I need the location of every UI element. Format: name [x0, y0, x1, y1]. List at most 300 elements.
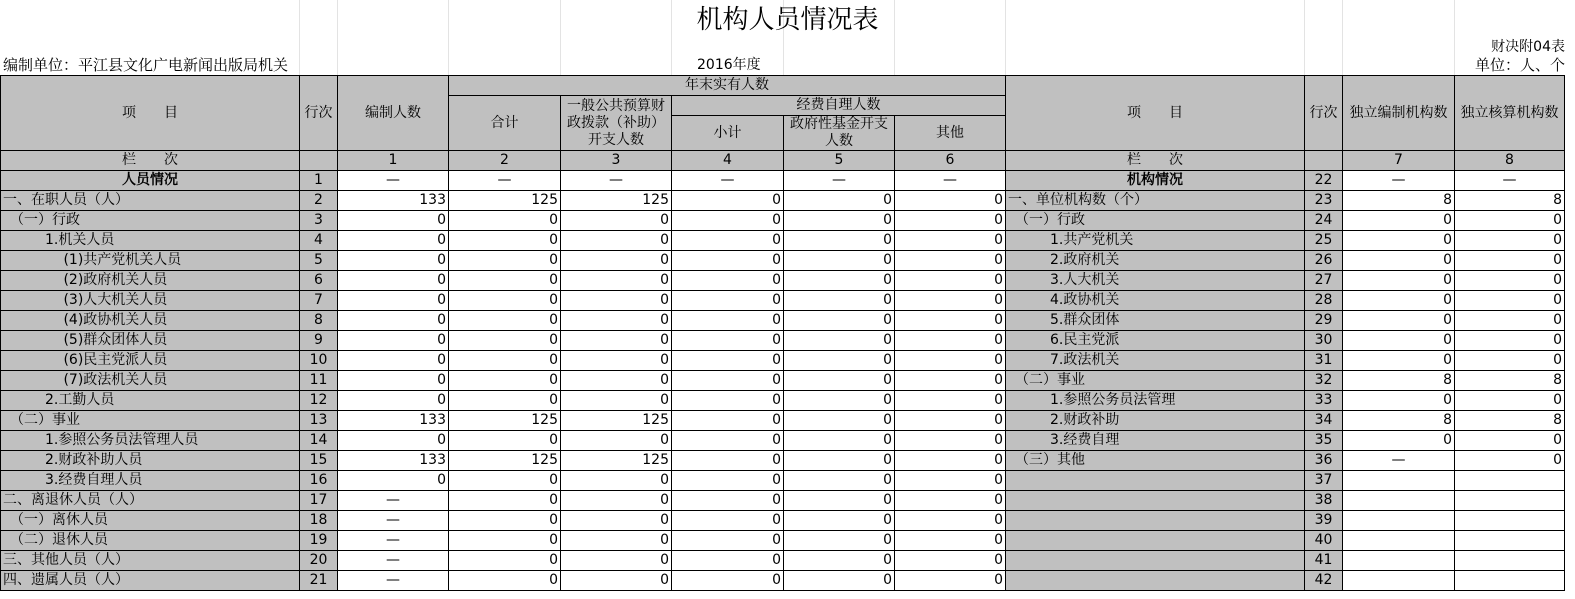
value-cell — [1455, 511, 1565, 531]
value-cell: 0 — [672, 231, 784, 251]
left-item-label: （一）离休人员 — [1, 511, 300, 531]
col-number: 1 — [338, 151, 449, 171]
value-cell: 0 — [1455, 311, 1565, 331]
value-cell: — — [338, 511, 449, 531]
value-cell: — — [1343, 451, 1455, 471]
table-row — [1, 231, 1565, 251]
right-row-number: 29 — [1305, 311, 1343, 331]
value-cell: 0 — [561, 511, 672, 531]
value-cell: 0 — [561, 431, 672, 451]
right-row-number: 24 — [1305, 211, 1343, 231]
value-cell: 0 — [561, 491, 672, 511]
value-cell — [1455, 471, 1565, 491]
value-cell: 0 — [895, 531, 1006, 551]
value-cell: 0 — [784, 471, 895, 491]
table-row — [1, 551, 1565, 571]
value-cell: 0 — [895, 391, 1006, 411]
value-cell: 0 — [784, 371, 895, 391]
value-cell: 0 — [449, 371, 561, 391]
table-row — [1, 571, 1565, 591]
value-cell: 0 — [672, 491, 784, 511]
value-cell: 0 — [784, 411, 895, 431]
value-cell: 0 — [672, 571, 784, 591]
right-item-label: 1.共产党机关 — [1006, 231, 1305, 251]
value-cell: 0 — [561, 391, 672, 411]
right-item-label: 1.参照公务员法管理 — [1006, 391, 1305, 411]
right-item-label: （三）其他 — [1006, 451, 1305, 471]
left-row-number: 20 — [300, 551, 338, 571]
value-cell: 125 — [561, 411, 672, 431]
left-item-label: (2)政府机关人员 — [1, 271, 300, 291]
value-cell: 0 — [784, 511, 895, 531]
col-number: 2 — [449, 151, 561, 171]
value-cell: 0 — [338, 371, 449, 391]
value-cell: 0 — [895, 231, 1006, 251]
header-r-row-no: 行次 — [1305, 76, 1343, 151]
table-row — [1, 491, 1565, 511]
value-cell: 0 — [895, 471, 1006, 491]
value-cell — [1343, 531, 1455, 551]
right-row-number: 35 — [1305, 431, 1343, 451]
left-row-number: 4 — [300, 231, 338, 251]
header-indep-staff: 独立编制机构数 — [1343, 76, 1455, 151]
right-row-number: 41 — [1305, 551, 1343, 571]
right-row-number: 33 — [1305, 391, 1343, 411]
left-item-label: 四、遗属人员（人） — [1, 571, 300, 591]
right-row-number: 42 — [1305, 571, 1343, 591]
value-cell: 0 — [672, 531, 784, 551]
value-cell: — — [338, 551, 449, 571]
table-row — [1, 371, 1565, 391]
right-row-number: 38 — [1305, 491, 1343, 511]
value-cell: 0 — [449, 511, 561, 531]
r-col-number: 8 — [1455, 151, 1565, 171]
value-cell: 0 — [895, 431, 1006, 451]
value-cell: 0 — [561, 311, 672, 331]
value-cell: 0 — [449, 551, 561, 571]
value-cell: 0 — [561, 351, 672, 371]
left-row-number: 13 — [300, 411, 338, 431]
right-row-number: 37 — [1305, 471, 1343, 491]
value-cell: 0 — [1455, 351, 1565, 371]
table-row — [1, 171, 1565, 191]
right-item-label: （一）行政 — [1006, 211, 1305, 231]
value-cell: 0 — [784, 331, 895, 351]
left-item-label: （二）退休人员 — [1, 531, 300, 551]
value-cell: 0 — [338, 351, 449, 371]
right-item-label — [1006, 531, 1305, 551]
right-item-label: 4.政协机关 — [1006, 291, 1305, 311]
value-cell: 0 — [561, 291, 672, 311]
value-cell: — — [449, 171, 561, 191]
value-cell: 0 — [672, 351, 784, 371]
left-row-number: 2 — [300, 191, 338, 211]
value-cell: 0 — [672, 271, 784, 291]
value-cell: 0 — [672, 211, 784, 231]
left-row-number: 8 — [300, 311, 338, 331]
value-cell: 0 — [784, 311, 895, 331]
left-item-label: （一）行政 — [1, 211, 300, 231]
value-cell: 0 — [561, 211, 672, 231]
left-item-label: 二、离退休人员（人） — [1, 491, 300, 511]
right-row-number: 28 — [1305, 291, 1343, 311]
table-row — [1, 211, 1565, 231]
value-cell: 0 — [338, 431, 449, 451]
value-cell: 0 — [1343, 251, 1455, 271]
value-cell: 8 — [1455, 411, 1565, 431]
left-item-label: (6)民主党派人员 — [1, 351, 300, 371]
value-cell: 0 — [895, 491, 1006, 511]
left-row-number: 12 — [300, 391, 338, 411]
right-row-number: 34 — [1305, 411, 1343, 431]
right-item-label: 7.政法机关 — [1006, 351, 1305, 371]
value-cell: 8 — [1455, 191, 1565, 211]
value-cell: 0 — [895, 311, 1006, 331]
value-cell: 8 — [1343, 191, 1455, 211]
left-item-label: （二）事业 — [1, 411, 300, 431]
right-item-label: 一、单位机构数（个） — [1006, 191, 1305, 211]
value-cell: 0 — [561, 331, 672, 351]
staff-table — [0, 75, 1565, 591]
org-unit: 编制单位：平江县文化广电新闻出版局机关 — [3, 56, 289, 74]
value-cell — [1455, 571, 1565, 591]
value-cell: 0 — [1455, 291, 1565, 311]
value-cell: 0 — [895, 351, 1006, 371]
right-row-number: 25 — [1305, 231, 1343, 251]
value-cell: 0 — [895, 191, 1006, 211]
right-row-number: 22 — [1305, 171, 1343, 191]
left-row-number: 21 — [300, 571, 338, 591]
value-cell: 0 — [1455, 431, 1565, 451]
value-cell: 0 — [672, 191, 784, 211]
value-cell: 0 — [672, 391, 784, 411]
value-cell: 8 — [1343, 371, 1455, 391]
value-cell: 0 — [561, 471, 672, 491]
value-cell — [1455, 551, 1565, 571]
value-cell: 0 — [895, 371, 1006, 391]
value-cell: 0 — [784, 211, 895, 231]
value-cell: 0 — [449, 311, 561, 331]
header-indep-acct: 独立核算机构数 — [1455, 76, 1565, 151]
value-cell: 0 — [672, 471, 784, 491]
value-cell: 0 — [895, 251, 1006, 271]
value-cell: 0 — [1343, 231, 1455, 251]
value-cell: 0 — [1343, 271, 1455, 291]
value-cell: 0 — [338, 271, 449, 291]
header-row-no: 行次 — [300, 76, 338, 151]
left-item-label: 3.经费自理人员 — [1, 471, 300, 491]
table-row — [1, 331, 1565, 351]
value-cell: 0 — [338, 311, 449, 331]
unit-label: 单位：人、个 — [1474, 56, 1565, 74]
header-self-funded: 经费自理人数 — [672, 96, 1006, 116]
value-cell: 0 — [1343, 391, 1455, 411]
value-cell: — — [561, 171, 672, 191]
value-cell: 0 — [561, 371, 672, 391]
left-item-label: 人员情况 — [1, 171, 300, 191]
value-cell: 0 — [784, 231, 895, 251]
unit-row — [0, 56, 1575, 75]
value-cell: 0 — [449, 431, 561, 451]
r-col-label-blank — [1305, 151, 1343, 171]
value-cell: 0 — [672, 291, 784, 311]
value-cell: 0 — [895, 211, 1006, 231]
left-row-number: 6 — [300, 271, 338, 291]
value-cell: 0 — [449, 571, 561, 591]
left-row-number: 16 — [300, 471, 338, 491]
value-cell: 0 — [449, 251, 561, 271]
value-cell: 0 — [338, 391, 449, 411]
value-cell: 0 — [1455, 251, 1565, 271]
left-item-label: 三、其他人员（人） — [1, 551, 300, 571]
value-cell: 8 — [1343, 411, 1455, 431]
value-cell: 0 — [784, 551, 895, 571]
value-cell: 0 — [784, 191, 895, 211]
right-item-label: 5.群众团体 — [1006, 311, 1305, 331]
value-cell: 0 — [1455, 331, 1565, 351]
value-cell: 0 — [338, 231, 449, 251]
value-cell: 0 — [449, 271, 561, 291]
value-cell: — — [338, 571, 449, 591]
value-cell — [1343, 511, 1455, 531]
value-cell: 0 — [561, 231, 672, 251]
value-cell: 0 — [784, 291, 895, 311]
table-row — [1, 311, 1565, 331]
value-cell: 0 — [561, 271, 672, 291]
header-year-end: 年末实有人数 — [449, 76, 1006, 96]
left-row-number: 5 — [300, 251, 338, 271]
left-row-number: 3 — [300, 211, 338, 231]
col-label-blank — [300, 151, 338, 171]
left-row-number: 19 — [300, 531, 338, 551]
left-row-number: 15 — [300, 451, 338, 471]
right-row-number: 31 — [1305, 351, 1343, 371]
value-cell: 0 — [784, 391, 895, 411]
right-item-label: 机构情况 — [1006, 171, 1305, 191]
col-label: 栏 次 — [1, 151, 300, 171]
value-cell — [1343, 471, 1455, 491]
col-number: 5 — [784, 151, 895, 171]
form-number: 财决附04表 — [1491, 39, 1565, 55]
value-cell: 0 — [895, 411, 1006, 431]
value-cell: 0 — [672, 371, 784, 391]
col-number: 3 — [561, 151, 672, 171]
value-cell: 0 — [1455, 271, 1565, 291]
right-item-label: 3.人大机关 — [1006, 271, 1305, 291]
right-row-number: 36 — [1305, 451, 1343, 471]
value-cell: 0 — [784, 451, 895, 471]
left-row-number: 1 — [300, 171, 338, 191]
left-item-label: 2.财政补助人员 — [1, 451, 300, 471]
left-item-label: 一、在职人员（人） — [1, 191, 300, 211]
value-cell: — — [1455, 171, 1565, 191]
value-cell: 0 — [1343, 331, 1455, 351]
value-cell: 0 — [672, 311, 784, 331]
right-row-number: 23 — [1305, 191, 1343, 211]
value-cell: 125 — [561, 451, 672, 471]
header-gov-fund: 政府性基金开支人数 — [784, 116, 895, 151]
header-general-budget: 一般公共预算财政拨款（补助）开支人数 — [561, 96, 672, 151]
value-cell: 0 — [672, 511, 784, 531]
value-cell: 0 — [784, 431, 895, 451]
right-row-number: 40 — [1305, 531, 1343, 551]
left-row-number: 9 — [300, 331, 338, 351]
right-item-label — [1006, 491, 1305, 511]
col-number: 6 — [895, 151, 1006, 171]
table-row — [1, 411, 1565, 431]
table-row — [1, 191, 1565, 211]
col-number: 4 — [672, 151, 784, 171]
value-cell: 0 — [895, 331, 1006, 351]
value-cell: 0 — [784, 491, 895, 511]
header-total: 合计 — [449, 96, 561, 151]
table-row — [1, 251, 1565, 271]
value-cell: 0 — [561, 531, 672, 551]
value-cell: 0 — [449, 331, 561, 351]
header-r-item: 项 目 — [1006, 76, 1305, 151]
value-cell: 0 — [338, 251, 449, 271]
table-row — [1, 431, 1565, 451]
value-cell: 0 — [1455, 451, 1565, 471]
value-cell: 0 — [672, 411, 784, 431]
left-item-label: (3)人大机关人员 — [1, 291, 300, 311]
fiscal-year: 2016年度 — [697, 57, 761, 73]
left-item-label: 1.机关人员 — [1, 231, 300, 251]
value-cell: — — [338, 491, 449, 511]
value-cell: — — [338, 171, 449, 191]
value-cell: 0 — [895, 291, 1006, 311]
value-cell: 0 — [1343, 291, 1455, 311]
value-cell: 0 — [895, 511, 1006, 531]
value-cell: 0 — [338, 211, 449, 231]
value-cell — [1455, 531, 1565, 551]
value-cell: 0 — [895, 551, 1006, 571]
left-row-number: 10 — [300, 351, 338, 371]
value-cell: — — [1343, 171, 1455, 191]
value-cell: 125 — [449, 191, 561, 211]
value-cell: 0 — [895, 451, 1006, 471]
table-row — [1, 511, 1565, 531]
value-cell — [1455, 491, 1565, 511]
value-cell: 0 — [784, 251, 895, 271]
value-cell: — — [672, 171, 784, 191]
left-item-label: (4)政协机关人员 — [1, 311, 300, 331]
left-row-number: 11 — [300, 371, 338, 391]
value-cell: 0 — [449, 211, 561, 231]
table-row — [1, 291, 1565, 311]
value-cell: 0 — [449, 471, 561, 491]
value-cell: 0 — [1343, 351, 1455, 371]
left-row-number: 17 — [300, 491, 338, 511]
header-item: 项 目 — [1, 76, 300, 151]
table-row — [1, 471, 1565, 491]
left-item-label: (1)共产党机关人员 — [1, 251, 300, 271]
right-item-label: 3.经费自理 — [1006, 431, 1305, 451]
right-row-number: 30 — [1305, 331, 1343, 351]
header-staffing: 编制人数 — [338, 76, 449, 151]
right-item-label — [1006, 471, 1305, 491]
right-item-label: 6.民主党派 — [1006, 331, 1305, 351]
header-subtotal: 小计 — [672, 116, 784, 151]
left-item-label: (5)群众团体人员 — [1, 331, 300, 351]
value-cell: 0 — [449, 291, 561, 311]
table-row — [1, 351, 1565, 371]
value-cell: 0 — [338, 291, 449, 311]
value-cell: 0 — [1455, 391, 1565, 411]
right-item-label — [1006, 511, 1305, 531]
table-row — [1, 391, 1565, 411]
value-cell: 0 — [784, 571, 895, 591]
value-cell: 0 — [561, 551, 672, 571]
table-row — [1, 271, 1565, 291]
value-cell: 0 — [338, 471, 449, 491]
value-cell — [1343, 571, 1455, 591]
table-row — [1, 451, 1565, 471]
right-item-label: 2.政府机关 — [1006, 251, 1305, 271]
value-cell: 0 — [672, 251, 784, 271]
value-cell — [1343, 551, 1455, 571]
left-item-label: (7)政法机关人员 — [1, 371, 300, 391]
right-item-label — [1006, 571, 1305, 591]
value-cell: 0 — [672, 431, 784, 451]
left-item-label: 2.工勤人员 — [1, 391, 300, 411]
value-cell: 125 — [561, 191, 672, 211]
value-cell: 0 — [1343, 211, 1455, 231]
left-row-number: 14 — [300, 431, 338, 451]
right-row-number: 26 — [1305, 251, 1343, 271]
right-row-number: 27 — [1305, 271, 1343, 291]
value-cell: 133 — [338, 191, 449, 211]
value-cell: 0 — [449, 531, 561, 551]
value-cell — [1343, 491, 1455, 511]
right-row-number: 32 — [1305, 371, 1343, 391]
value-cell: 0 — [449, 391, 561, 411]
value-cell: 0 — [672, 451, 784, 471]
value-cell: 0 — [1343, 431, 1455, 451]
value-cell: 0 — [1343, 311, 1455, 331]
page-title: 机构人员情况表 — [696, 5, 879, 35]
r-col-label: 栏 次 — [1006, 151, 1305, 171]
value-cell: 8 — [1455, 371, 1565, 391]
value-cell: 0 — [1455, 211, 1565, 231]
value-cell: — — [895, 171, 1006, 191]
value-cell: 0 — [895, 571, 1006, 591]
table-row — [1, 531, 1565, 551]
right-item-label: （二）事业 — [1006, 371, 1305, 391]
value-cell: 0 — [561, 251, 672, 271]
left-row-number: 7 — [300, 291, 338, 311]
right-item-label: 2.财政补助 — [1006, 411, 1305, 431]
value-cell: 0 — [1455, 231, 1565, 251]
value-cell: 133 — [338, 451, 449, 471]
value-cell: — — [338, 531, 449, 551]
value-cell: 0 — [784, 271, 895, 291]
value-cell: — — [784, 171, 895, 191]
value-cell: 133 — [338, 411, 449, 431]
left-row-number: 18 — [300, 511, 338, 531]
value-cell: 125 — [449, 411, 561, 431]
value-cell: 0 — [672, 331, 784, 351]
right-row-number: 39 — [1305, 511, 1343, 531]
value-cell: 0 — [895, 271, 1006, 291]
right-item-label — [1006, 551, 1305, 571]
header-other: 其他 — [895, 116, 1006, 151]
value-cell: 0 — [561, 571, 672, 591]
value-cell: 0 — [449, 231, 561, 251]
value-cell: 0 — [449, 351, 561, 371]
value-cell: 0 — [449, 491, 561, 511]
value-cell: 0 — [784, 531, 895, 551]
